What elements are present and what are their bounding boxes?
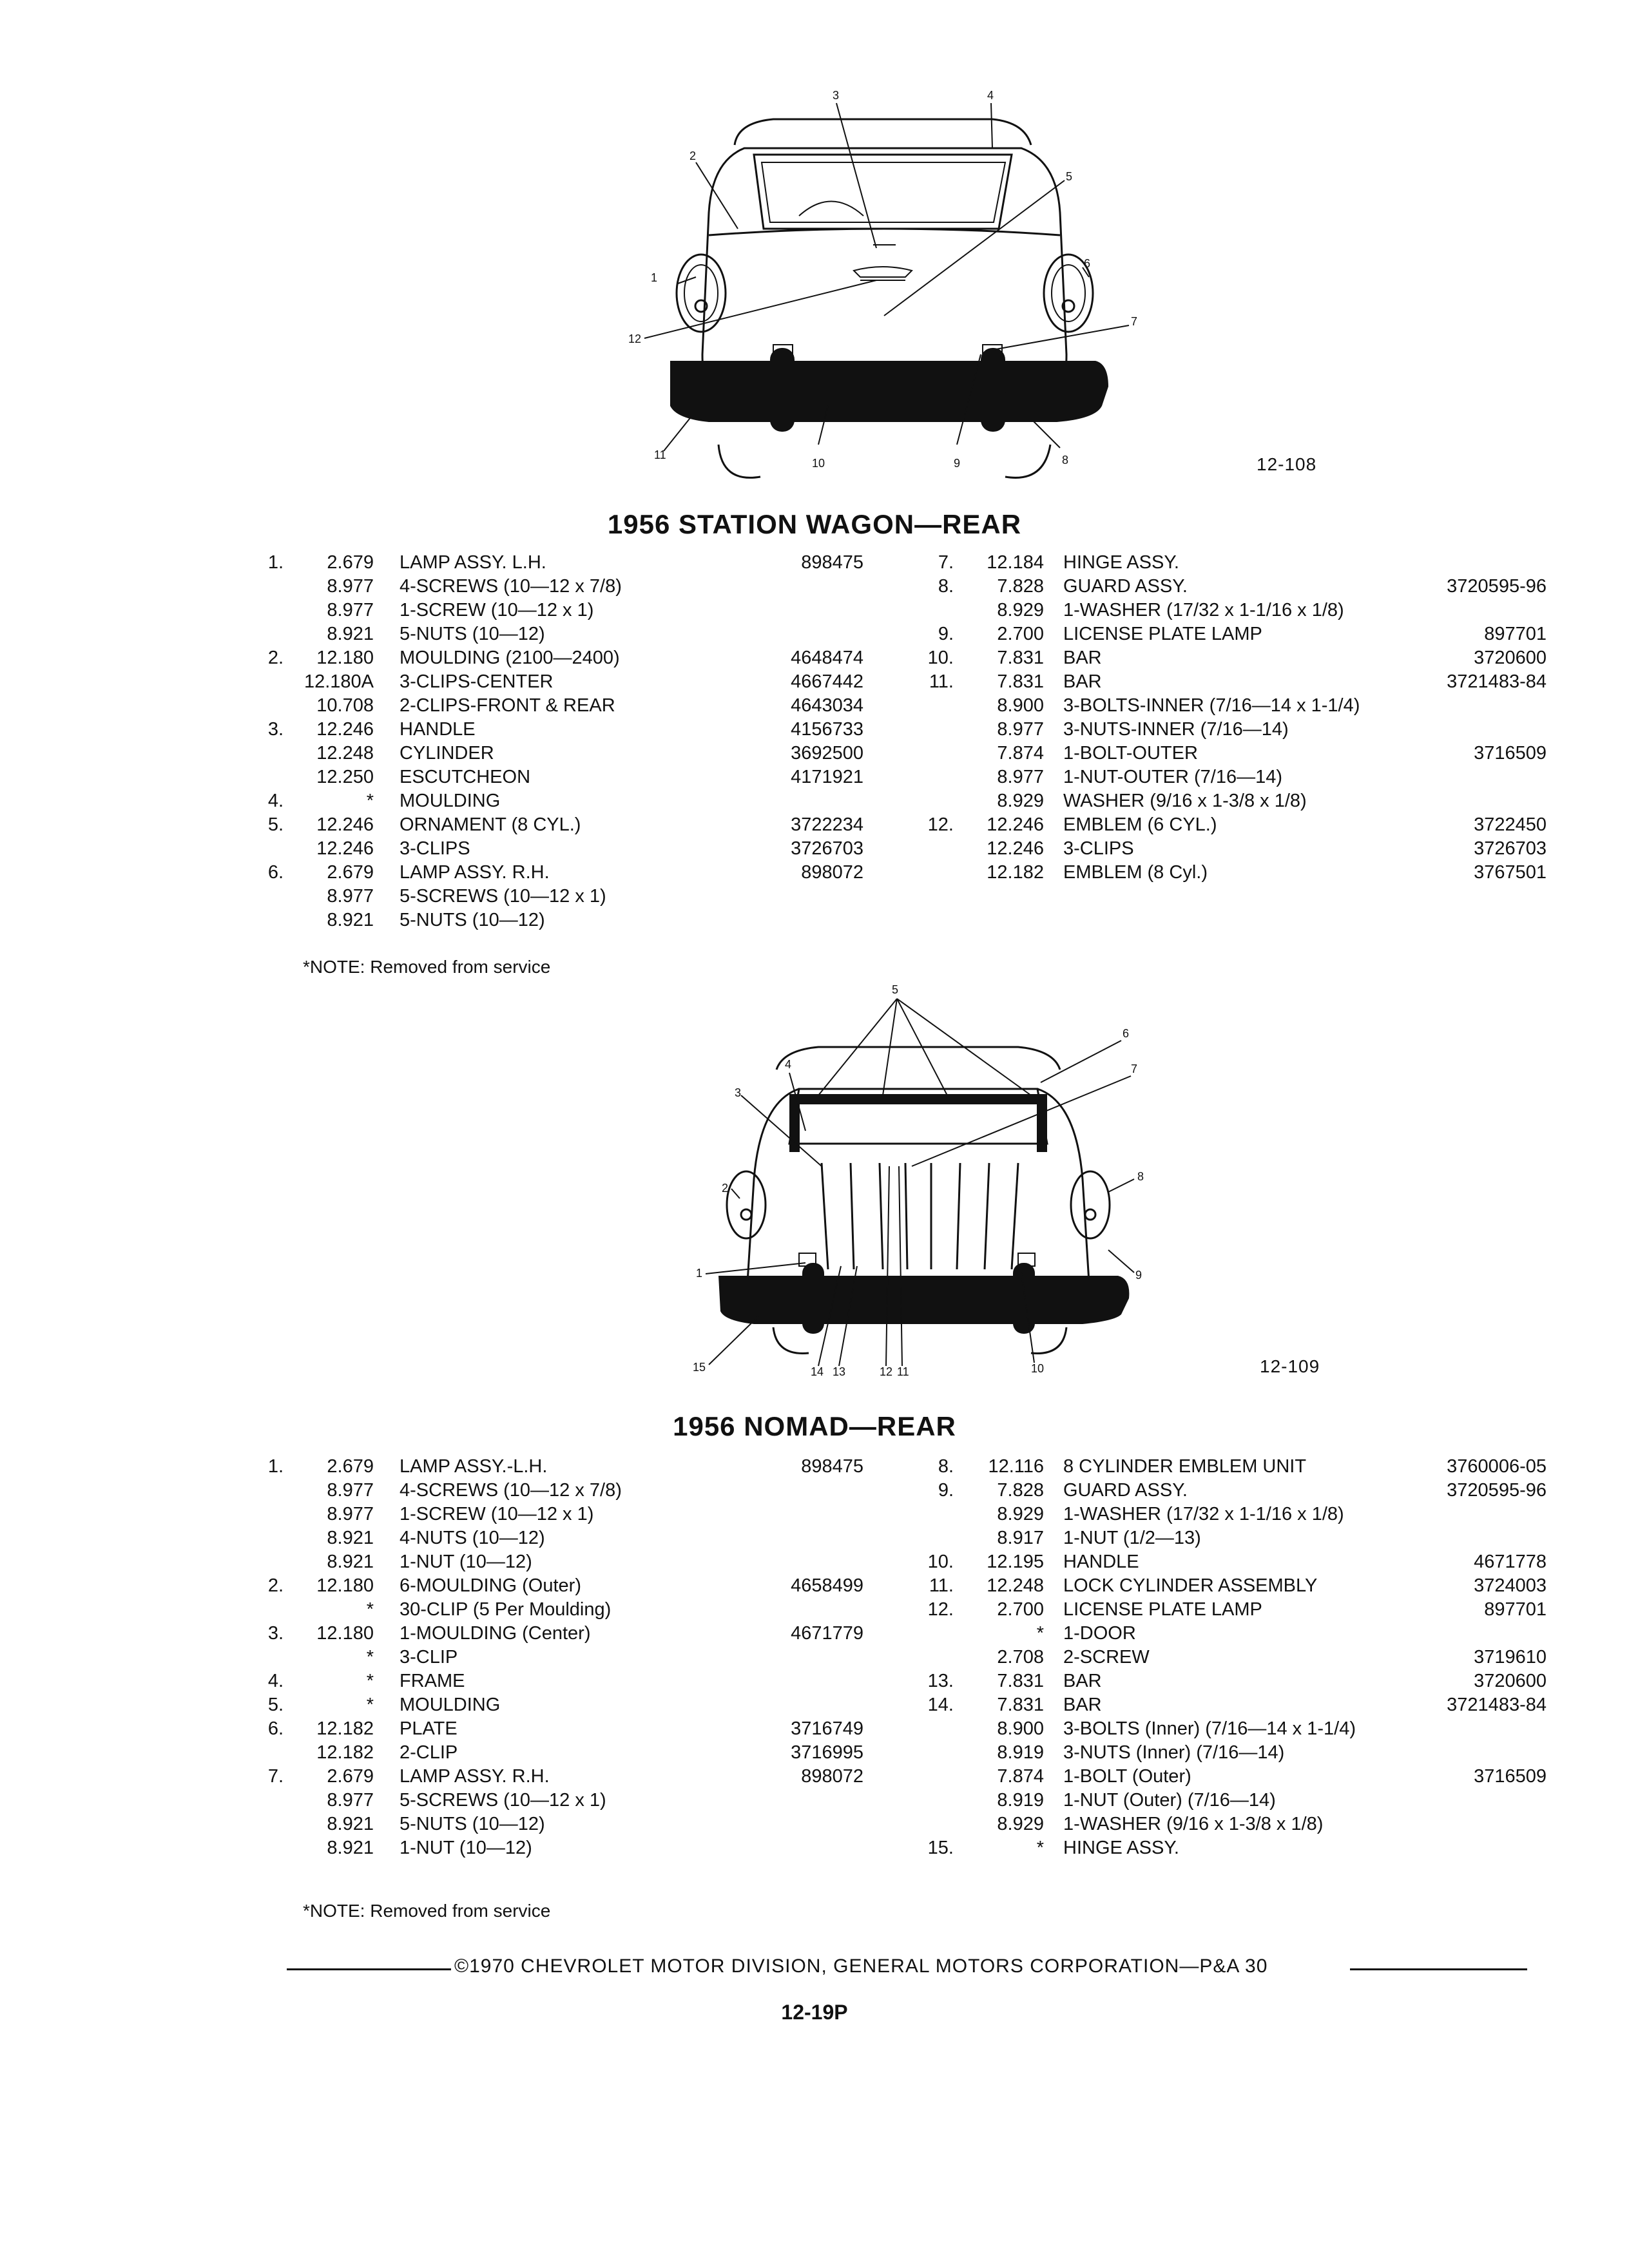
- part-description: 1-NUT (Outer) (7/16—14): [1063, 1790, 1276, 1811]
- parts-row: [258, 789, 870, 813]
- part-number: 3716749: [791, 1718, 863, 1739]
- parts-row: [258, 1669, 870, 1693]
- part-description: BAR: [1063, 648, 1102, 668]
- group-number: 8.921: [327, 1814, 374, 1834]
- group-number: 12.195: [987, 1552, 1044, 1572]
- group-number: 8.929: [997, 1504, 1044, 1524]
- parts-row: [915, 1741, 1547, 1765]
- parts-row: [915, 1765, 1547, 1789]
- group-number: 7.828: [997, 576, 1044, 597]
- group-number: 12.246: [316, 838, 374, 859]
- part-description: MOULDING: [400, 791, 501, 811]
- note: *NOTE: Removed from service: [303, 957, 551, 977]
- part-description: GUARD ASSY.: [1063, 1480, 1188, 1501]
- parts-row: [915, 837, 1547, 861]
- parts-row: [915, 575, 1547, 599]
- parts-row: [915, 1550, 1547, 1574]
- item-number: 1.: [267, 1456, 284, 1477]
- figure-number: 12-109: [1260, 1356, 1320, 1376]
- parts-list-left: [258, 1455, 870, 1860]
- callout-14: 14: [811, 1365, 824, 1378]
- part-number: 3692500: [791, 743, 863, 764]
- group-number: 8.921: [327, 1528, 374, 1548]
- part-description: PLATE: [400, 1718, 458, 1739]
- item-number: 2.: [267, 1575, 284, 1596]
- parts-row: [258, 1693, 870, 1717]
- callout-10: 10: [812, 457, 825, 470]
- part-description: 1-BOLT-OUTER: [1063, 743, 1198, 764]
- group-number: 7.874: [997, 743, 1044, 764]
- part-description: 4-SCREWS (10—12 x 7/8): [400, 576, 622, 597]
- callout-3: 3: [833, 89, 840, 102]
- part-number: 4643034: [791, 695, 863, 716]
- part-number: 4658499: [791, 1575, 863, 1596]
- part-description: 1-WASHER (17/32 x 1-1/16 x 1/8): [1063, 600, 1344, 620]
- parts-list-left: [258, 551, 870, 932]
- part-description: 5-NUTS (10—12): [400, 1814, 545, 1834]
- parts-row: [258, 575, 870, 599]
- part-description: 1-NUT (10—12): [400, 1552, 532, 1572]
- parts-row: [915, 599, 1547, 622]
- part-description: 3-BOLTS-INNER (7/16—14 x 1-1/4): [1063, 695, 1360, 716]
- group-number: 12.182: [316, 1742, 374, 1763]
- group-number: 8.977: [997, 767, 1044, 787]
- footer-rule-right: [1350, 1968, 1527, 1970]
- part-number: 3720600: [1474, 648, 1547, 668]
- group-number: 12.184: [987, 552, 1044, 573]
- item-number: 12.: [927, 814, 954, 835]
- item-number: 6.: [267, 862, 284, 883]
- group-number: *: [366, 791, 374, 811]
- part-number: 3716509: [1474, 743, 1547, 764]
- footer-rule-left: [287, 1968, 451, 1970]
- parts-row: [258, 885, 870, 908]
- part-number: 3724003: [1474, 1575, 1547, 1596]
- parts-row: [258, 908, 870, 932]
- part-description: 5-SCREWS (10—12 x 1): [400, 886, 606, 907]
- item-number: 5.: [267, 814, 284, 835]
- part-description: 1-SCREW (10—12 x 1): [400, 600, 594, 620]
- part-description: ORNAMENT (8 CYL.): [400, 814, 581, 835]
- item-number: 2.: [267, 648, 284, 668]
- callout-9: 9: [954, 457, 961, 470]
- parts-row: [258, 742, 870, 765]
- item-number: 7.: [938, 552, 954, 573]
- item-number: 10.: [927, 648, 954, 668]
- parts-row: [915, 765, 1547, 789]
- part-description: 1-NUT-OUTER (7/16—14): [1063, 767, 1283, 787]
- part-number: 897701: [1484, 624, 1547, 644]
- group-number: 7.831: [997, 671, 1044, 692]
- parts-row: [915, 1646, 1547, 1669]
- group-number: 2.679: [327, 862, 374, 883]
- part-number: 897701: [1484, 1599, 1547, 1620]
- part-description: 3-NUTS-INNER (7/16—14): [1063, 719, 1289, 740]
- group-number: 12.180: [316, 648, 374, 668]
- part-description: MOULDING: [400, 1695, 501, 1715]
- item-number: 4.: [267, 791, 284, 811]
- parts-row: [915, 1812, 1547, 1836]
- group-number: 7.831: [997, 1695, 1044, 1715]
- parts-row: [915, 718, 1547, 742]
- parts-row: [258, 813, 870, 837]
- parts-row: [915, 861, 1547, 885]
- part-description: 3-BOLTS (Inner) (7/16—14 x 1-1/4): [1063, 1718, 1356, 1739]
- part-number: 3760006-05: [1447, 1456, 1547, 1477]
- parts-row: [915, 622, 1547, 646]
- group-number: 12.180: [316, 1623, 374, 1644]
- group-number: 7.874: [997, 1766, 1044, 1787]
- group-number: 2.679: [327, 552, 374, 573]
- part-description: 4-SCREWS (10—12 x 7/8): [400, 1480, 622, 1501]
- group-number: 8.977: [327, 1790, 374, 1811]
- item-number: 10.: [927, 1552, 954, 1572]
- item-number: 9.: [938, 1480, 954, 1501]
- group-number: 8.977: [327, 1504, 374, 1524]
- part-description: 1-NUT (1/2—13): [1063, 1528, 1201, 1548]
- group-number: *: [1036, 1838, 1044, 1858]
- item-number: 13.: [927, 1671, 954, 1691]
- copyright-line: ©1970 CHEVROLET MOTOR DIVISION, GENERAL MOTORS CORPORATION—P&A 30: [454, 1956, 1268, 1977]
- part-description: CYLINDER: [400, 743, 494, 764]
- group-number: 8.929: [997, 600, 1044, 620]
- part-description: 1-BOLT (Outer): [1063, 1766, 1191, 1787]
- group-number: 8.977: [997, 719, 1044, 740]
- part-number: 898475: [801, 552, 863, 573]
- part-description: 5-NUTS (10—12): [400, 910, 545, 930]
- nomad-illustration: [670, 979, 1160, 1379]
- part-description: BAR: [1063, 1695, 1102, 1715]
- group-number: *: [366, 1695, 374, 1715]
- parts-row: [258, 861, 870, 885]
- group-number: 12.248: [316, 743, 374, 764]
- parts-row: [258, 765, 870, 789]
- callout-2: 2: [689, 149, 697, 162]
- part-description: ESCUTCHEON: [400, 767, 531, 787]
- item-number: 9.: [938, 624, 954, 644]
- callout-13: 13: [833, 1365, 846, 1378]
- part-description: LAMP ASSY. L.H.: [400, 552, 546, 573]
- parts-row: [258, 1741, 870, 1765]
- parts-row: [258, 1812, 870, 1836]
- part-number: 3767501: [1474, 862, 1547, 883]
- group-number: *: [366, 1599, 374, 1620]
- part-description: 5-SCREWS (10—12 x 1): [400, 1790, 606, 1811]
- part-number: 3716995: [791, 1742, 863, 1763]
- callout-11: 11: [897, 1365, 909, 1378]
- item-number: 1.: [267, 552, 284, 573]
- parts-row: [258, 551, 870, 575]
- part-description: 5-NUTS (10—12): [400, 624, 545, 644]
- section-title: 1956 NOMAD—REAR: [673, 1411, 956, 1441]
- callout-12: 12: [880, 1365, 893, 1378]
- parts-row: [915, 1455, 1547, 1479]
- parts-row: [258, 718, 870, 742]
- callout-8: 8: [1137, 1170, 1144, 1183]
- group-number: 2.679: [327, 1456, 374, 1477]
- part-description: 3-CLIP: [400, 1647, 458, 1667]
- parts-row: [258, 1503, 870, 1526]
- group-number: 12.246: [987, 838, 1044, 859]
- group-number: 12.246: [316, 719, 374, 740]
- parts-row: [258, 1550, 870, 1574]
- group-number: 2.700: [997, 1599, 1044, 1620]
- parts-row: [258, 1479, 870, 1503]
- part-description: 3-CLIPS-CENTER: [400, 671, 554, 692]
- item-number: 3.: [267, 1623, 284, 1644]
- parts-row: [258, 1622, 870, 1646]
- nomad-rear-diagram: [670, 979, 1160, 1379]
- callout-4: 4: [785, 1058, 792, 1071]
- parts-row: [258, 694, 870, 718]
- part-number: 3722450: [1474, 814, 1547, 835]
- part-number: 3726703: [1474, 838, 1547, 859]
- parts-row: [915, 1526, 1547, 1550]
- part-number: 3722234: [791, 814, 863, 835]
- station-wagon-rear-diagram: [606, 84, 1160, 483]
- group-number: 12.246: [987, 814, 1044, 835]
- part-description: 1-WASHER (9/16 x 1-3/8 x 1/8): [1063, 1814, 1324, 1834]
- page-number: 12-19P: [781, 2001, 848, 2024]
- part-description: WASHER (9/16 x 1-3/8 x 1/8): [1063, 791, 1307, 811]
- item-number: 11.: [929, 1575, 954, 1596]
- part-number: 898072: [801, 862, 863, 883]
- parts-row: [915, 646, 1547, 670]
- callout-3: 3: [735, 1086, 742, 1099]
- part-description: 8 CYLINDER EMBLEM UNIT: [1063, 1456, 1307, 1477]
- callout-15: 15: [693, 1361, 706, 1374]
- part-description: 6-MOULDING (Outer): [400, 1575, 581, 1596]
- group-number: 12.246: [316, 814, 374, 835]
- item-number: 7.: [267, 1766, 284, 1787]
- part-description: MOULDING (2100—2400): [400, 648, 620, 668]
- callout-10: 10: [1031, 1362, 1045, 1375]
- group-number: 2.700: [997, 624, 1044, 644]
- item-number: 11.: [929, 671, 954, 692]
- part-description: 1-SCREW (10—12 x 1): [400, 1504, 594, 1524]
- group-number: *: [366, 1647, 374, 1667]
- part-number: 4667442: [791, 671, 863, 692]
- part-number: 3726703: [791, 838, 863, 859]
- parts-row: [258, 1789, 870, 1812]
- part-description: LAMP ASSY. R.H.: [400, 1766, 550, 1787]
- group-number: 8.919: [997, 1742, 1044, 1763]
- group-number: 8.977: [327, 576, 374, 597]
- group-number: 8.921: [327, 910, 374, 930]
- group-number: 12.180A: [304, 671, 374, 692]
- parts-row: [258, 646, 870, 670]
- group-number: 8.921: [327, 1838, 374, 1858]
- item-number: 6.: [267, 1718, 284, 1739]
- callout-7: 7: [1131, 1062, 1138, 1075]
- parts-row: [258, 1765, 870, 1789]
- part-description: BAR: [1063, 1671, 1102, 1691]
- group-number: 8.977: [327, 600, 374, 620]
- parts-row: [915, 1836, 1547, 1860]
- group-number: *: [1036, 1623, 1044, 1644]
- group-number: 10.708: [316, 695, 374, 716]
- parts-row: [915, 813, 1547, 837]
- group-number: 12.116: [988, 1456, 1044, 1477]
- group-number: 8.921: [327, 1552, 374, 1572]
- callout-2: 2: [722, 1182, 729, 1195]
- part-description: 2-CLIPS-FRONT & REAR: [400, 695, 615, 716]
- note: *NOTE: Removed from service: [303, 1901, 551, 1921]
- part-description: 30-CLIP (5 Per Moulding): [400, 1599, 612, 1620]
- part-description: EMBLEM (6 CYL.): [1063, 814, 1217, 835]
- item-number: 8.: [938, 576, 954, 597]
- part-description: BAR: [1063, 671, 1102, 692]
- group-number: 8.977: [327, 1480, 374, 1501]
- parts-list-right: [915, 1455, 1547, 1860]
- part-description: HINGE ASSY.: [1063, 1838, 1179, 1858]
- parts-row: [915, 694, 1547, 718]
- part-description: 1-WASHER (17/32 x 1-1/16 x 1/8): [1063, 1504, 1344, 1524]
- group-number: 8.919: [997, 1790, 1044, 1811]
- item-number: 8.: [938, 1456, 954, 1477]
- parts-row: [915, 789, 1547, 813]
- part-description: LICENSE PLATE LAMP: [1063, 624, 1262, 644]
- callout-9: 9: [1135, 1269, 1142, 1282]
- parts-row: [258, 1574, 870, 1598]
- parts-row: [258, 1646, 870, 1669]
- group-number: 8.917: [997, 1528, 1044, 1548]
- callout-7: 7: [1131, 315, 1138, 328]
- part-description: 3-CLIPS: [400, 838, 470, 859]
- part-description: 3-NUTS (Inner) (7/16—14): [1063, 1742, 1285, 1763]
- part-description: LICENSE PLATE LAMP: [1063, 1599, 1262, 1620]
- part-number: 3721483-84: [1447, 671, 1547, 692]
- part-description: 1-NUT (10—12): [400, 1838, 532, 1858]
- group-number: 8.929: [997, 1814, 1044, 1834]
- part-description: HANDLE: [1063, 1552, 1139, 1572]
- parts-row: [258, 1455, 870, 1479]
- part-description: 1-DOOR: [1063, 1623, 1136, 1644]
- section-title: 1956 STATION WAGON—REAR: [607, 509, 1022, 539]
- part-description: 2-CLIP: [400, 1742, 458, 1763]
- callout-5: 5: [1066, 170, 1073, 183]
- part-number: 3716509: [1474, 1766, 1547, 1787]
- group-number: 8.900: [997, 1718, 1044, 1739]
- part-number: 4156733: [791, 719, 863, 740]
- item-number: 15.: [927, 1838, 954, 1858]
- item-number: 12.: [927, 1599, 954, 1620]
- part-description: LAMP ASSY.-L.H.: [400, 1456, 548, 1477]
- figure-number: 12-108: [1257, 454, 1317, 474]
- parts-row: [915, 742, 1547, 765]
- part-description: LAMP ASSY. R.H.: [400, 862, 550, 883]
- part-number: 3720595-96: [1447, 576, 1547, 597]
- group-number: *: [366, 1671, 374, 1691]
- group-number: 12.250: [316, 767, 374, 787]
- part-number: 4671779: [791, 1623, 863, 1644]
- part-number: 3720600: [1474, 1671, 1547, 1691]
- parts-row: [915, 1574, 1547, 1598]
- part-number: 4671778: [1474, 1552, 1547, 1572]
- group-number: 8.929: [997, 791, 1044, 811]
- parts-row: [258, 670, 870, 694]
- part-description: 4-NUTS (10—12): [400, 1528, 545, 1548]
- parts-row: [915, 1622, 1547, 1646]
- parts-row: [915, 1669, 1547, 1693]
- parts-row: [258, 622, 870, 646]
- part-number: 898475: [801, 1456, 863, 1477]
- group-number: 8.921: [327, 624, 374, 644]
- part-description: HINGE ASSY.: [1063, 552, 1179, 573]
- station-wagon-illustration: [606, 84, 1160, 483]
- part-number: 4171921: [791, 767, 863, 787]
- parts-row: [258, 1836, 870, 1860]
- callout-12: 12: [628, 332, 642, 345]
- part-description: LOCK CYLINDER ASSEMBLY: [1063, 1575, 1318, 1596]
- group-number: 12.182: [987, 862, 1044, 883]
- parts-row: [915, 670, 1547, 694]
- group-number: 7.831: [997, 648, 1044, 668]
- parts-row: [915, 551, 1547, 575]
- parts-row: [258, 837, 870, 861]
- group-number: 2.708: [997, 1647, 1044, 1667]
- parts-row: [258, 1526, 870, 1550]
- callout-5: 5: [892, 983, 899, 996]
- callout-8: 8: [1062, 454, 1069, 466]
- group-number: 12.248: [987, 1575, 1044, 1596]
- parts-list-right: [915, 551, 1547, 885]
- item-number: 14.: [927, 1695, 954, 1715]
- callout-4: 4: [987, 89, 994, 102]
- item-number: 5.: [267, 1695, 284, 1715]
- parts-row: [915, 1479, 1547, 1503]
- part-description: HANDLE: [400, 719, 476, 740]
- group-number: 12.182: [316, 1718, 374, 1739]
- part-description: 3-CLIPS: [1063, 838, 1134, 859]
- callout-6: 6: [1084, 257, 1091, 270]
- part-number: 3720595-96: [1447, 1480, 1547, 1501]
- parts-row: [915, 1503, 1547, 1526]
- part-description: 2-SCREW: [1063, 1647, 1150, 1667]
- parts-row: [915, 1717, 1547, 1741]
- group-number: 8.900: [997, 695, 1044, 716]
- group-number: 12.180: [316, 1575, 374, 1596]
- callout-1: 1: [651, 271, 658, 284]
- part-description: 1-MOULDING (Center): [400, 1623, 591, 1644]
- part-number: 3719610: [1474, 1647, 1547, 1667]
- group-number: 7.828: [997, 1480, 1044, 1501]
- parts-row: [258, 1717, 870, 1741]
- callout-6: 6: [1123, 1027, 1130, 1040]
- callout-11: 11: [654, 448, 666, 461]
- part-number: 898072: [801, 1766, 863, 1787]
- part-number: 4648474: [791, 648, 863, 668]
- part-description: EMBLEM (8 Cyl.): [1063, 862, 1208, 883]
- callout-1: 1: [696, 1267, 703, 1280]
- parts-row: [258, 1598, 870, 1622]
- parts-row: [915, 1598, 1547, 1622]
- part-number: 3721483-84: [1447, 1695, 1547, 1715]
- part-description: GUARD ASSY.: [1063, 576, 1188, 597]
- group-number: 7.831: [997, 1671, 1044, 1691]
- part-description: FRAME: [400, 1671, 465, 1691]
- parts-row: [915, 1789, 1547, 1812]
- parts-row: [915, 1693, 1547, 1717]
- group-number: 2.679: [327, 1766, 374, 1787]
- group-number: 8.977: [327, 886, 374, 907]
- parts-row: [258, 599, 870, 622]
- item-number: 3.: [267, 719, 284, 740]
- item-number: 4.: [267, 1671, 284, 1691]
